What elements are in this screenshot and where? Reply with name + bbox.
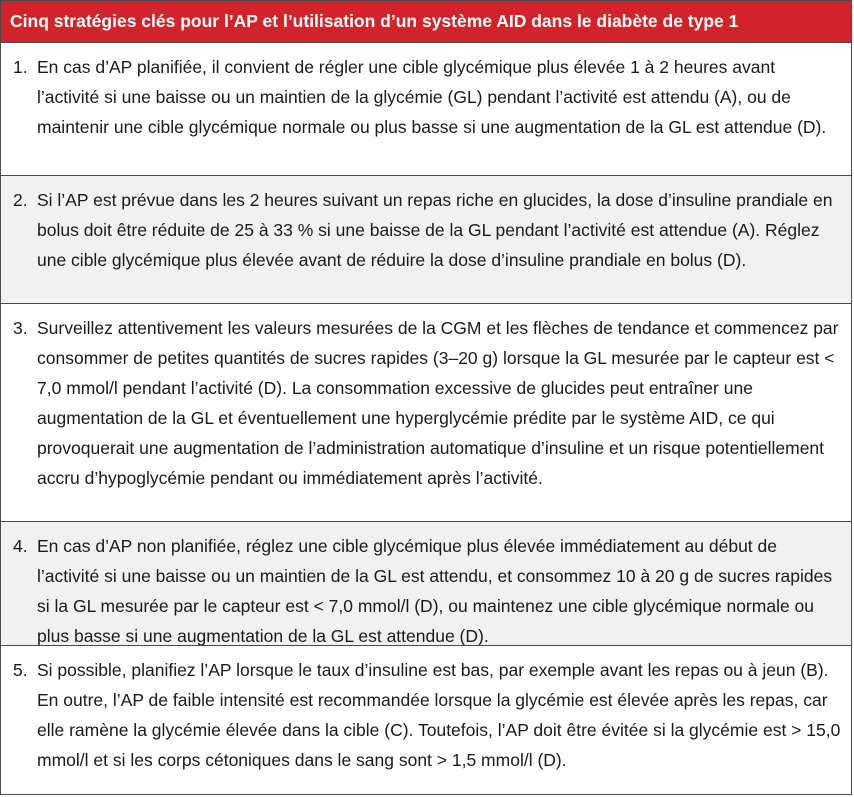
strategy-row-2 bbox=[1, 175, 851, 303]
strategy-number: 4. bbox=[13, 536, 28, 556]
table-title: Cinq stratégies clés pour l’AP et l’utilisation d’un système AID dans le diabète de type 1 bbox=[1, 1, 851, 42]
strategy-row-3 bbox=[1, 303, 851, 521]
strategy-text: En cas d’AP planifiée, il convient de régler une cible glycémique plus élevée 1 à 2 heures avant l’activité si une baisse ou un maintien de la glycémie (GL) pendant l’activité est attendu (A), ou de maintenir une cible glycémique normale ou plus basse si une augmentation de la GL est attendue (D). bbox=[37, 57, 827, 137]
strategy-number: 1. bbox=[13, 57, 28, 77]
strategy-text: Surveillez attentivement les valeurs mesurées de la CGM et les flèches de tendance et commencez par consommer de petites quantités de sucres rapides (3–20 g) lorsque la GL mesurée par le capteur est < 7,0 mmol/l pendant l’activité (D). La consommation excessive de glucides peut entraîner une augmentation de la GL et éventuellement une hyperglycémie prédite par le système AID, ce qui provoquerait une augmentation de l’administration automatique d’insuline et un risque potentiellement accru d’hypoglycémie pendant ou immédiatement après l’activité. bbox=[37, 318, 839, 488]
strategy-number: 5. bbox=[13, 660, 28, 680]
strategy-text: En cas d’AP non planifiée, réglez une cible glycémique plus élevée immédiatement au début de l’activité si une baisse ou un maintien de la GL est attendu, et consommez 10 à 20 g de sucres rapides si la GL mesurée par le capteur est < 7,0 mmol/l (D), ou maintenez une cible glycémique normale ou plus basse si une augmentation de la GL est attendue (D). bbox=[37, 536, 833, 646]
strategy-text: Si possible, planifiez l’AP lorsque le taux d’insuline est bas, par exemple avant les repas ou à jeun (B). En outre, l’AP de faible intensité est recommandée lorsque la glycémie est élevée après les repas, car elle ramène la glycémie élevée dans la cible (C). Toutefois, l’AP doit être évitée si la glycémie est > 15,0 mmol/l et si les corps cétoniques dans le sang sont > 1,5 mmol/l (D). bbox=[37, 660, 841, 770]
strategy-row-4 bbox=[1, 521, 851, 645]
strategy-number: 3. bbox=[13, 318, 28, 338]
strategy-row-1 bbox=[1, 42, 851, 175]
strategy-row-5 bbox=[1, 645, 851, 793]
strategy-number: 2. bbox=[13, 190, 28, 210]
strategy-text: Si l’AP est prévue dans les 2 heures suivant un repas riche en glucides, la dose d’insuline prandiale en bolus doit être réduite de 25 à 33 % si une baisse de la GL pendant l’activité est attendue (A). Réglez une cible glycémique plus élevée avant de réduire la dose d’insuline prandiale en bolus (D). bbox=[37, 190, 833, 270]
